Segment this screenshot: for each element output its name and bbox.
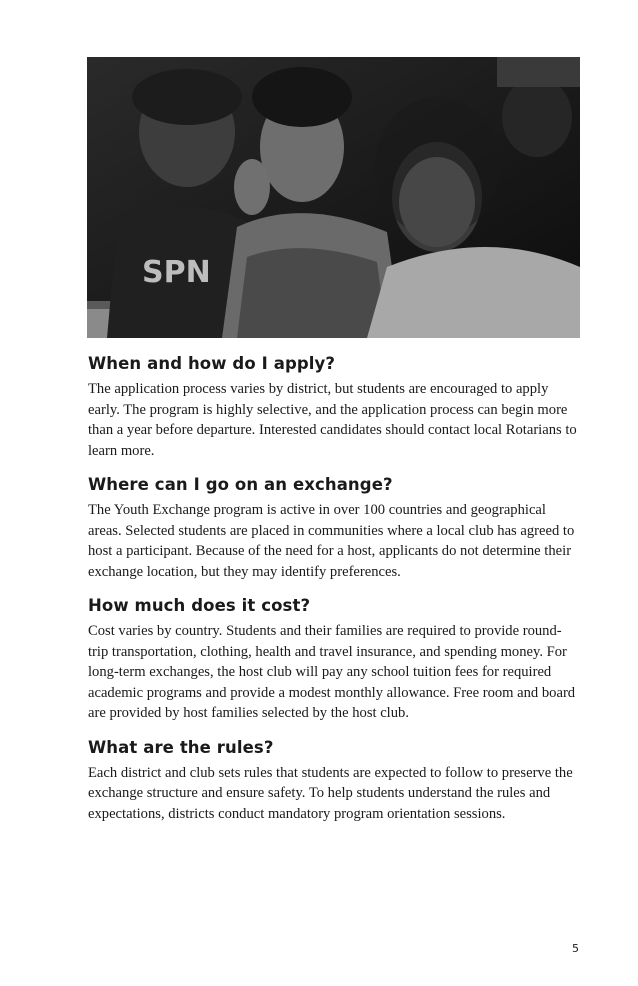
section-heading-destination: Where can I go on an exchange? — [88, 475, 393, 494]
section-heading-cost: How much does it cost? — [88, 596, 311, 615]
page-number: 5 — [572, 942, 579, 955]
section-heading-rules: What are the rules? — [88, 737, 274, 757]
faq-content — [88, 353, 580, 837]
svg-text:SPN: SPN — [142, 255, 211, 290]
photo-illustration — [87, 57, 580, 338]
section-body-apply: The application process varies by district, but students are encouraged to apply early. The program is highly selective, and the application process can begin more than a year before departure. Interested candidates should contact local Rotarians to learn more. — [88, 381, 577, 459]
student-photo — [87, 57, 580, 338]
section-body-rules: Each district and club sets rules that students are expected to follow to preserve the exchange structure and ensure safety. To help students understand the rules and expectations, districts conduct mandatory program orientation sessions. — [88, 764, 573, 822]
section-heading-apply: When and how do I apply? — [88, 354, 336, 373]
section-body-cost: Cost varies by country. Students and their families are required to provide round-trip transportation, clothing, health and travel insurance, and spending money. For long-term exchanges, the host club will pay any school tuition fees for required academic programs and provide a modest monthly allowance. Free room and board are provided by host families selected by the host club. — [88, 623, 576, 721]
section-body-destination: The Youth Exchange program is active in over 100 countries and geographical areas. Selected students are placed in communities where a local club has agreed to host a participant. Because of the need for a host, applicants do not determine their exchange location, but they may identify preferences. — [88, 502, 575, 580]
